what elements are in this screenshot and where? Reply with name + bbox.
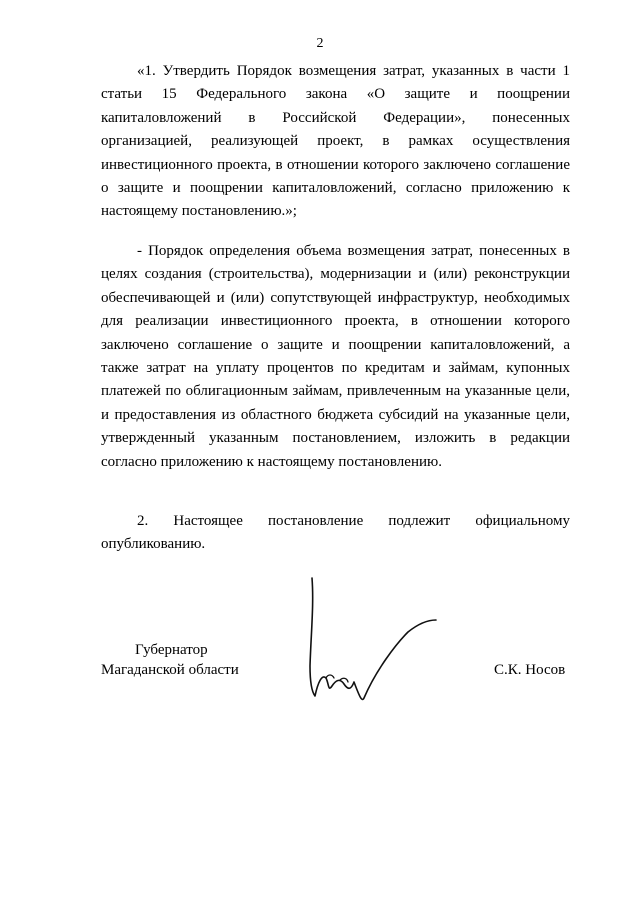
handwritten-signature xyxy=(296,574,446,714)
paragraph-procedure-volume: - Порядок определения объема возмещения затрат, понесенных в целях создания (строительства), модернизации и (или) реконструкции обеспечивающей и (или) сопутствующей инфраструктур, необходимых для реализации инвестиционного проекта, в отношении которого заключено соглашение о защите и поощрении капиталовложений, а также затрат на уплату процентов по кредитам и займам, купонных платежей по облигационным займам, привлеченным на указанные цели, и предоставления из областного бюджета субсидий на указанные цели, утвержденный указанным постановлением, изложить в редакции согласно приложению к настоящему постановлению. xyxy=(101,243,570,470)
signer-title-governor: Губернатор xyxy=(135,642,208,658)
signer-title-region: Магаданской области xyxy=(101,662,239,678)
paragraph-approve-procedure: «1. Утвердить Порядок возмещения затрат, указанных в части 1 статьи 15 Федерального закона «О защите и поощрении капиталовложений в Российской Федерации», понесенных организацией, реализующей проект, в рамках осуществления инвестиционного проекта, в отношении которого заключено соглашение о защите и поощрении капиталовложений, согласно приложению к настоящему постановлению.»; xyxy=(101,63,570,220)
signer-name: С.К. Носов xyxy=(494,662,566,678)
page-number: 2 xyxy=(316,36,324,51)
paragraph-publication: 2. Настоящее постановление подлежит официальному опубликованию. xyxy=(101,513,570,553)
